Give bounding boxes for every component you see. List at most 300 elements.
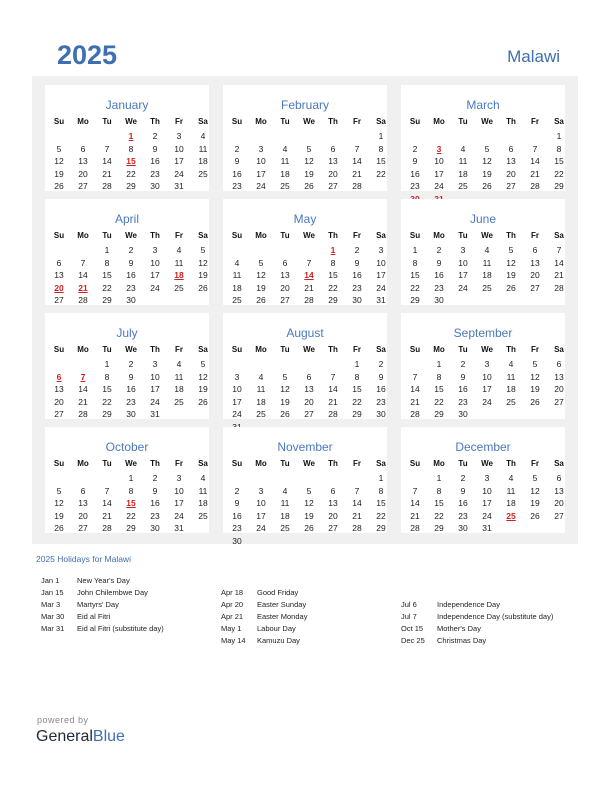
day-cell[interactable]: 28 (352, 181, 362, 192)
day-cell[interactable]: 18 (458, 168, 468, 179)
day-cell[interactable]: 5 (508, 245, 514, 255)
day-cell[interactable]: 19 (304, 510, 314, 521)
day-cell[interactable]: 19 (304, 168, 314, 179)
holiday-day-cell[interactable]: 7 (80, 371, 86, 382)
day-cell[interactable]: 20 (506, 168, 516, 179)
day-cell[interactable]: 13 (54, 270, 64, 281)
day-cell[interactable]: 8 (104, 257, 110, 268)
day-cell[interactable]: 5 (258, 257, 264, 268)
holiday-day-cell[interactable]: 18 (174, 270, 184, 281)
day-cell[interactable]: 18 (506, 384, 516, 395)
day-cell[interactable]: 7 (412, 371, 418, 382)
day-cell[interactable]: 3 (176, 473, 182, 483)
day-cell[interactable]: 26 (506, 282, 516, 293)
day-cell[interactable]: 15 (434, 384, 444, 395)
day-cell[interactable]: 25 (506, 396, 516, 407)
day-cell[interactable]: 16 (126, 270, 136, 281)
day-cell[interactable]: 17 (434, 168, 444, 179)
day-cell[interactable]: 6 (80, 485, 86, 496)
day-cell[interactable]: 30 (376, 409, 386, 420)
day-cell[interactable]: 26 (54, 523, 64, 534)
day-cell[interactable]: 15 (102, 384, 112, 395)
day-cell[interactable]: 18 (280, 510, 290, 521)
day-cell[interactable]: 6 (56, 257, 62, 268)
day-cell[interactable]: 19 (530, 498, 540, 509)
day-cell[interactable]: 27 (280, 295, 290, 306)
day-cell[interactable]: 13 (280, 270, 290, 281)
day-cell[interactable]: 4 (234, 257, 240, 268)
day-cell[interactable]: 24 (150, 396, 160, 407)
day-cell[interactable]: 28 (554, 282, 564, 293)
day-cell[interactable]: 8 (378, 485, 384, 496)
day-cell[interactable]: 24 (376, 282, 386, 293)
day-cell[interactable]: 9 (128, 371, 134, 382)
day-cell[interactable]: 12 (280, 384, 290, 395)
day-cell[interactable]: 12 (304, 156, 314, 167)
day-cell[interactable]: 18 (232, 282, 242, 293)
day-cell[interactable]: 1 (378, 473, 384, 483)
day-cell[interactable]: 30 (352, 295, 362, 306)
day-cell[interactable]: 19 (54, 168, 64, 179)
day-cell[interactable]: 28 (410, 409, 420, 420)
day-cell[interactable]: 17 (150, 384, 160, 395)
day-cell[interactable]: 4 (200, 131, 206, 141)
day-cell[interactable]: 12 (198, 371, 208, 382)
day-cell[interactable]: 8 (436, 485, 442, 496)
day-cell[interactable]: 6 (508, 143, 514, 154)
day-cell[interactable]: 17 (174, 498, 184, 509)
day-cell[interactable]: 10 (174, 485, 184, 496)
day-cell[interactable]: 27 (328, 523, 338, 534)
day-cell[interactable]: 14 (352, 498, 362, 509)
day-cell[interactable]: 2 (128, 245, 134, 255)
day-cell[interactable]: 3 (258, 143, 264, 154)
day-cell[interactable]: 19 (256, 282, 266, 293)
day-cell[interactable]: 10 (256, 156, 266, 167)
day-cell[interactable]: 20 (554, 384, 564, 395)
day-cell[interactable]: 12 (54, 156, 64, 167)
day-cell[interactable]: 1 (354, 359, 360, 369)
day-cell[interactable]: 3 (258, 485, 264, 496)
day-cell[interactable]: 10 (174, 143, 184, 154)
day-cell[interactable]: 19 (482, 168, 492, 179)
day-cell[interactable]: 1 (412, 245, 418, 255)
day-cell[interactable]: 3 (460, 245, 466, 255)
day-cell[interactable]: 2 (234, 485, 240, 496)
day-cell[interactable]: 24 (256, 181, 266, 192)
day-cell[interactable]: 5 (306, 143, 312, 154)
day-cell[interactable]: 22 (102, 282, 112, 293)
day-cell[interactable]: 9 (412, 156, 418, 167)
holiday-day-cell[interactable]: 14 (304, 270, 314, 281)
day-cell[interactable]: 13 (328, 156, 338, 167)
day-cell[interactable]: 5 (532, 473, 538, 483)
day-cell[interactable]: 15 (376, 156, 386, 167)
day-cell[interactable]: 29 (434, 523, 444, 534)
day-cell[interactable]: 16 (410, 168, 420, 179)
day-cell[interactable]: 1 (378, 131, 384, 141)
day-cell[interactable]: 26 (198, 282, 208, 293)
day-cell[interactable]: 31 (174, 523, 184, 534)
day-cell[interactable]: 15 (352, 384, 362, 395)
day-cell[interactable]: 11 (280, 498, 290, 509)
day-cell[interactable]: 17 (256, 168, 266, 179)
day-cell[interactable]: 9 (460, 485, 466, 496)
day-cell[interactable]: 27 (304, 409, 314, 420)
day-cell[interactable]: 15 (102, 270, 112, 281)
day-cell[interactable]: 3 (378, 245, 384, 255)
day-cell[interactable]: 4 (282, 143, 288, 154)
day-cell[interactable]: 13 (506, 156, 516, 167)
day-cell[interactable]: 20 (280, 282, 290, 293)
day-cell[interactable]: 16 (126, 384, 136, 395)
day-cell[interactable]: 11 (506, 485, 516, 496)
day-cell[interactable]: 12 (54, 498, 64, 509)
day-cell[interactable]: 15 (376, 498, 386, 509)
day-cell[interactable]: 25 (174, 282, 184, 293)
day-cell[interactable]: 24 (174, 168, 184, 179)
day-cell[interactable]: 22 (126, 168, 136, 179)
day-cell[interactable]: 2 (436, 245, 442, 255)
day-cell[interactable]: 22 (126, 510, 136, 521)
day-cell[interactable]: 29 (352, 409, 362, 420)
day-cell[interactable]: 18 (256, 396, 266, 407)
day-cell[interactable]: 8 (378, 143, 384, 154)
day-cell[interactable]: 2 (354, 245, 360, 255)
day-cell[interactable]: 4 (282, 485, 288, 496)
holiday-day-cell[interactable]: 20 (54, 282, 64, 293)
day-cell[interactable]: 8 (330, 257, 336, 268)
day-cell[interactable]: 17 (232, 396, 242, 407)
day-cell[interactable]: 29 (328, 295, 338, 306)
day-cell[interactable]: 7 (330, 371, 336, 382)
day-cell[interactable]: 18 (280, 168, 290, 179)
day-cell[interactable]: 16 (458, 384, 468, 395)
day-cell[interactable]: 30 (434, 295, 444, 306)
day-cell[interactable]: 4 (258, 371, 264, 382)
day-cell[interactable]: 30 (126, 409, 136, 420)
day-cell[interactable]: 22 (554, 168, 564, 179)
holiday-day-cell[interactable]: 1 (128, 131, 134, 141)
day-cell[interactable]: 21 (410, 510, 420, 521)
day-cell[interactable]: 14 (102, 156, 112, 167)
day-cell[interactable]: 17 (458, 270, 468, 281)
day-cell[interactable]: 6 (330, 485, 336, 496)
day-cell[interactable]: 3 (484, 359, 490, 369)
day-cell[interactable]: 6 (330, 143, 336, 154)
day-cell[interactable]: 7 (354, 143, 360, 154)
day-cell[interactable]: 20 (530, 270, 540, 281)
day-cell[interactable]: 13 (554, 371, 564, 382)
day-cell[interactable]: 23 (352, 282, 362, 293)
day-cell[interactable]: 29 (410, 295, 420, 306)
day-cell[interactable]: 2 (460, 473, 466, 483)
day-cell[interactable]: 20 (304, 396, 314, 407)
day-cell[interactable]: 26 (304, 181, 314, 192)
day-cell[interactable]: 13 (554, 485, 564, 496)
day-cell[interactable]: 15 (554, 156, 564, 167)
day-cell[interactable]: 2 (152, 473, 158, 483)
day-cell[interactable]: 4 (508, 359, 514, 369)
day-cell[interactable]: 18 (198, 498, 208, 509)
day-cell[interactable]: 31 (376, 295, 386, 306)
day-cell[interactable]: 28 (102, 523, 112, 534)
day-cell[interactable]: 8 (412, 257, 418, 268)
day-cell[interactable]: 23 (150, 510, 160, 521)
day-cell[interactable]: 9 (460, 371, 466, 382)
day-cell[interactable]: 6 (532, 245, 538, 255)
day-cell[interactable]: 22 (102, 396, 112, 407)
day-cell[interactable]: 24 (150, 282, 160, 293)
day-cell[interactable]: 2 (234, 143, 240, 154)
day-cell[interactable]: 23 (434, 282, 444, 293)
day-cell[interactable]: 8 (436, 371, 442, 382)
day-cell[interactable]: 4 (176, 245, 182, 255)
day-cell[interactable]: 18 (482, 270, 492, 281)
day-cell[interactable]: 20 (78, 168, 88, 179)
day-cell[interactable]: 11 (174, 371, 184, 382)
day-cell[interactable]: 22 (328, 282, 338, 293)
day-cell[interactable]: 17 (174, 156, 184, 167)
day-cell[interactable]: 13 (530, 257, 540, 268)
day-cell[interactable]: 1 (436, 359, 442, 369)
day-cell[interactable]: 5 (200, 245, 206, 255)
day-cell[interactable]: 16 (434, 270, 444, 281)
day-cell[interactable]: 14 (102, 498, 112, 509)
day-cell[interactable]: 5 (56, 485, 62, 496)
day-cell[interactable]: 24 (174, 510, 184, 521)
day-cell[interactable]: 17 (376, 270, 386, 281)
day-cell[interactable]: 23 (150, 168, 160, 179)
day-cell[interactable]: 9 (128, 257, 134, 268)
day-cell[interactable]: 25 (198, 510, 208, 521)
day-cell[interactable]: 5 (532, 359, 538, 369)
day-cell[interactable]: 25 (174, 396, 184, 407)
day-cell[interactable]: 10 (256, 498, 266, 509)
day-cell[interactable]: 27 (78, 181, 88, 192)
day-cell[interactable]: 3 (152, 359, 158, 369)
day-cell[interactable]: 11 (482, 257, 492, 268)
day-cell[interactable]: 18 (506, 498, 516, 509)
day-cell[interactable]: 22 (352, 396, 362, 407)
day-cell[interactable]: 30 (458, 409, 468, 420)
day-cell[interactable]: 15 (410, 270, 420, 281)
day-cell[interactable]: 14 (78, 270, 88, 281)
day-cell[interactable]: 16 (232, 168, 242, 179)
day-cell[interactable]: 21 (554, 270, 564, 281)
day-cell[interactable]: 22 (434, 396, 444, 407)
day-cell[interactable]: 24 (482, 396, 492, 407)
day-cell[interactable]: 12 (304, 498, 314, 509)
day-cell[interactable]: 3 (234, 371, 240, 382)
day-cell[interactable]: 19 (280, 396, 290, 407)
day-cell[interactable]: 3 (152, 245, 158, 255)
day-cell[interactable]: 26 (198, 396, 208, 407)
day-cell[interactable]: 14 (328, 384, 338, 395)
day-cell[interactable]: 16 (150, 498, 160, 509)
day-cell[interactable]: 14 (410, 498, 420, 509)
day-cell[interactable]: 17 (256, 510, 266, 521)
day-cell[interactable]: 28 (102, 181, 112, 192)
day-cell[interactable]: 9 (152, 485, 158, 496)
day-cell[interactable]: 26 (256, 295, 266, 306)
holiday-day-cell[interactable]: 1 (330, 245, 336, 255)
day-cell[interactable]: 7 (104, 143, 110, 154)
day-cell[interactable]: 23 (232, 181, 242, 192)
day-cell[interactable]: 19 (530, 384, 540, 395)
day-cell[interactable]: 29 (126, 181, 136, 192)
day-cell[interactable]: 1 (556, 131, 562, 141)
day-cell[interactable]: 24 (256, 523, 266, 534)
day-cell[interactable]: 8 (128, 485, 134, 496)
day-cell[interactable]: 13 (78, 156, 88, 167)
day-cell[interactable]: 16 (352, 270, 362, 281)
day-cell[interactable]: 20 (328, 510, 338, 521)
day-cell[interactable]: 20 (54, 396, 64, 407)
day-cell[interactable]: 5 (56, 143, 62, 154)
day-cell[interactable]: 2 (460, 359, 466, 369)
day-cell[interactable]: 14 (530, 156, 540, 167)
day-cell[interactable]: 14 (410, 384, 420, 395)
day-cell[interactable]: 24 (434, 181, 444, 192)
day-cell[interactable]: 23 (458, 396, 468, 407)
day-cell[interactable]: 31 (174, 181, 184, 192)
day-cell[interactable]: 11 (256, 384, 266, 395)
day-cell[interactable]: 19 (198, 384, 208, 395)
day-cell[interactable]: 7 (412, 485, 418, 496)
day-cell[interactable]: 16 (232, 510, 242, 521)
day-cell[interactable]: 2 (412, 143, 418, 154)
holiday-day-cell[interactable]: 3 (436, 143, 442, 154)
day-cell[interactable]: 21 (304, 282, 314, 293)
day-cell[interactable]: 29 (102, 295, 112, 306)
day-cell[interactable]: 4 (200, 473, 206, 483)
day-cell[interactable]: 12 (482, 156, 492, 167)
day-cell[interactable]: 17 (150, 270, 160, 281)
day-cell[interactable]: 30 (150, 181, 160, 192)
day-cell[interactable]: 23 (126, 282, 136, 293)
day-cell[interactable]: 23 (376, 396, 386, 407)
day-cell[interactable]: 28 (304, 295, 314, 306)
day-cell[interactable]: 30 (458, 523, 468, 534)
day-cell[interactable]: 23 (232, 523, 242, 534)
day-cell[interactable]: 29 (126, 523, 136, 534)
day-cell[interactable]: 23 (458, 510, 468, 521)
day-cell[interactable]: 21 (410, 396, 420, 407)
day-cell[interactable]: 31 (482, 523, 492, 534)
holiday-day-cell[interactable]: 21 (78, 282, 88, 293)
day-cell[interactable]: 18 (174, 384, 184, 395)
day-cell[interactable]: 26 (530, 510, 540, 521)
day-cell[interactable]: 9 (378, 371, 384, 382)
day-cell[interactable]: 28 (530, 181, 540, 192)
day-cell[interactable]: 22 (376, 168, 386, 179)
holiday-day-cell[interactable]: 6 (56, 371, 62, 382)
day-cell[interactable]: 29 (554, 181, 564, 192)
day-cell[interactable]: 7 (556, 245, 562, 255)
day-cell[interactable]: 5 (484, 143, 490, 154)
day-cell[interactable]: 10 (232, 384, 242, 395)
day-cell[interactable]: 11 (458, 156, 468, 167)
day-cell[interactable]: 6 (80, 143, 86, 154)
day-cell[interactable]: 26 (530, 396, 540, 407)
day-cell[interactable]: 20 (328, 168, 338, 179)
day-cell[interactable]: 11 (198, 143, 208, 154)
day-cell[interactable]: 28 (328, 409, 338, 420)
day-cell[interactable]: 9 (436, 257, 442, 268)
day-cell[interactable]: 27 (54, 295, 64, 306)
day-cell[interactable]: 28 (78, 295, 88, 306)
day-cell[interactable]: 21 (78, 396, 88, 407)
day-cell[interactable]: 12 (198, 257, 208, 268)
holiday-day-cell[interactable]: 15 (126, 498, 136, 509)
day-cell[interactable]: 25 (232, 295, 242, 306)
day-cell[interactable]: 1 (104, 359, 110, 369)
day-cell[interactable]: 30 (126, 295, 136, 306)
day-cell[interactable]: 14 (78, 384, 88, 395)
day-cell[interactable]: 5 (282, 371, 288, 382)
day-cell[interactable]: 13 (54, 384, 64, 395)
day-cell[interactable]: 17 (482, 384, 492, 395)
day-cell[interactable]: 10 (150, 371, 160, 382)
day-cell[interactable]: 16 (458, 498, 468, 509)
day-cell[interactable]: 17 (482, 498, 492, 509)
day-cell[interactable]: 19 (198, 270, 208, 281)
day-cell[interactable]: 12 (256, 270, 266, 281)
day-cell[interactable]: 29 (434, 409, 444, 420)
day-cell[interactable]: 3 (484, 473, 490, 483)
holiday-day-cell[interactable]: 25 (506, 510, 516, 521)
day-cell[interactable]: 11 (506, 371, 516, 382)
day-cell[interactable]: 23 (410, 181, 420, 192)
day-cell[interactable]: 6 (556, 359, 562, 369)
day-cell[interactable]: 9 (152, 143, 158, 154)
day-cell[interactable]: 1 (128, 473, 134, 483)
day-cell[interactable]: 28 (352, 523, 362, 534)
day-cell[interactable]: 22 (410, 282, 420, 293)
day-cell[interactable]: 20 (78, 510, 88, 521)
day-cell[interactable]: 26 (280, 409, 290, 420)
day-cell[interactable]: 27 (554, 510, 564, 521)
day-cell[interactable]: 9 (234, 156, 240, 167)
day-cell[interactable]: 4 (460, 143, 466, 154)
day-cell[interactable]: 21 (352, 510, 362, 521)
day-cell[interactable]: 30 (150, 523, 160, 534)
day-cell[interactable]: 5 (306, 485, 312, 496)
day-cell[interactable]: 7 (80, 257, 86, 268)
day-cell[interactable]: 8 (104, 371, 110, 382)
brand-logo[interactable] (36, 728, 125, 746)
day-cell[interactable]: 2 (378, 359, 384, 369)
day-cell[interactable]: 27 (530, 282, 540, 293)
day-cell[interactable]: 25 (256, 409, 266, 420)
day-cell[interactable]: 16 (376, 384, 386, 395)
day-cell[interactable]: 10 (434, 156, 444, 167)
day-cell[interactable]: 8 (354, 371, 360, 382)
day-cell[interactable]: 21 (102, 168, 112, 179)
day-cell[interactable]: 10 (482, 371, 492, 382)
day-cell[interactable]: 27 (78, 523, 88, 534)
day-cell[interactable]: 27 (328, 181, 338, 192)
day-cell[interactable]: 11 (198, 485, 208, 496)
day-cell[interactable]: 2 (128, 359, 134, 369)
day-cell[interactable]: 24 (482, 510, 492, 521)
day-cell[interactable]: 30 (232, 536, 242, 546)
day-cell[interactable]: 22 (376, 510, 386, 521)
day-cell[interactable]: 7 (104, 485, 110, 496)
day-cell[interactable]: 11 (280, 156, 290, 167)
day-cell[interactable]: 6 (556, 473, 562, 483)
